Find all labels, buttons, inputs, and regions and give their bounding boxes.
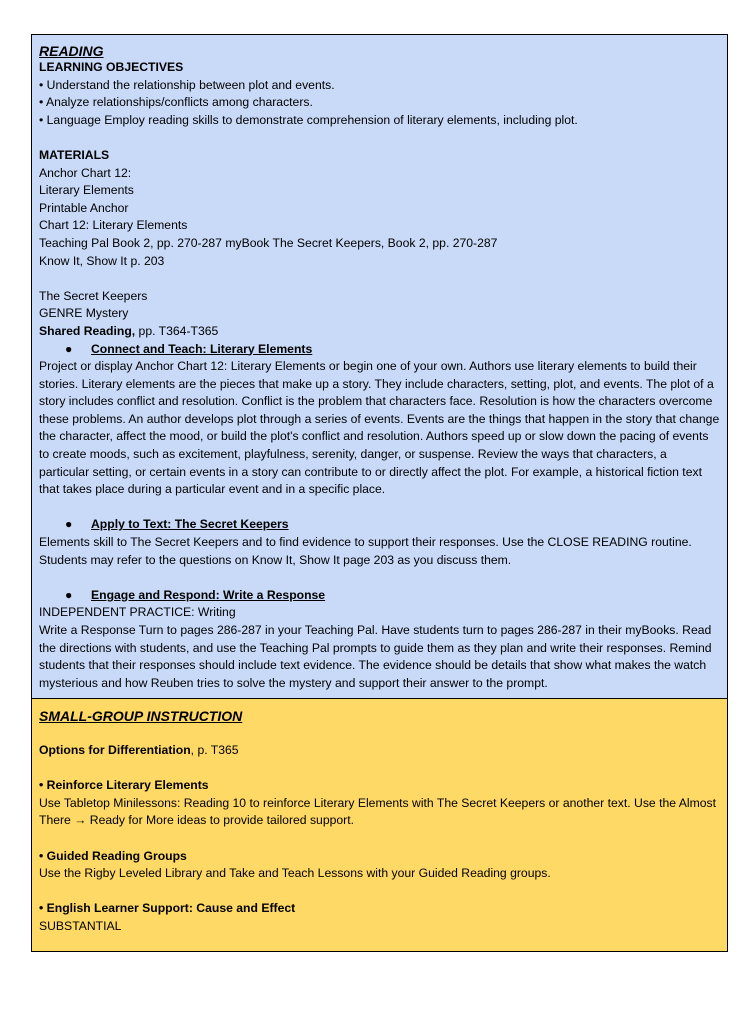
connect-text: Project or display Anchor Chart 12: Literary Elements or begin one of your own. Authors use literary elements to build their stories. Literary elements are the pieces that make up a story. They include characters, setting, plot, and events. The plot of a story includes conflict and resolution. Conflict is the problem that characters face. Resolution is how the characters overcome these problems. An author develops plot through a series of events. Events are the things that happen in the story that change the character, affect the mood, or build the plot's conflict and resolution. Authors speed up or slow down the pacing of events to create moods, such as excitement, playfulness, serenity, danger, or suspense. Review the ways that characters, a particular setting, or certain events in a story can contribute to or directly affect the plot. For example, a historical fiction text that takes place during a particular event and in a specific place. <box>39 359 720 497</box>
guided-heading: • Guided Reading Groups <box>39 848 187 863</box>
small-group-title: SMALL-GROUP INSTRUCTION <box>39 708 243 725</box>
reading-title: READING <box>39 43 104 59</box>
reinforce-heading: • Reinforce Literary Elements <box>39 778 209 793</box>
objective-item: • Language Employ reading skills to demonstrate comprehension of literary elements, including plot. <box>39 112 578 127</box>
apply-heading-row <box>65 516 720 534</box>
materials-item: Literary Elements <box>39 183 134 198</box>
materials-item: Teaching Pal Book 2, pp. 270-287 myBook The Secret Keepers, Book 2, pp. 270-287 <box>39 235 498 250</box>
shared-reading-line <box>39 323 720 341</box>
apply-heading: Apply to Text: The Secret Keepers <box>91 517 289 532</box>
connect-heading: Connect and Teach: Literary Elements <box>91 341 313 356</box>
apply-text: Elements skill to The Secret Keepers and to find evidence to support their responses. Use the CLOSE READING routine. Students may refer to the questions on Know It, Show It page 203 as you discuss them. <box>39 535 692 567</box>
lesson-plan-table <box>31 34 728 952</box>
engage-heading-row <box>65 587 720 605</box>
materials-item: Anchor Chart 12: <box>39 165 132 180</box>
engage-text: Write a Response Turn to pages 286-287 in your Teaching Pal. Have students turn to pages 286-287 in their myBooks. Read the directions with students, and use the Teaching Pal prompts to guide them as they plan and write their responses. Remind students that their responses should include text evidence. The evidence should be details that show what makes the watch mysterious and how Reuben tries to solve the mystery and support their answer to the prompt. <box>39 623 712 690</box>
connect-heading-row <box>65 341 720 359</box>
ell-text: SUBSTANTIAL <box>39 918 122 933</box>
bullet-icon: ● <box>65 587 73 602</box>
options-line <box>39 742 720 760</box>
ell-heading: • English Learner Support: Cause and Effect <box>39 901 296 916</box>
bullet-icon: ● <box>65 517 73 532</box>
materials-heading: MATERIALS <box>39 147 110 162</box>
engage-heading: Engage and Respond: Write a Response <box>91 587 326 602</box>
bullet-icon: ● <box>65 341 73 356</box>
shared-reading-pages: pp. T364-T365 <box>135 323 219 338</box>
materials-item: Know It, Show It p. 203 <box>39 253 165 268</box>
objective-item: • Analyze relationships/conflicts among characters. <box>39 95 313 110</box>
options-label: Options for Differentiation <box>39 742 191 757</box>
objectives-heading: LEARNING OBJECTIVES <box>39 60 184 74</box>
genre: GENRE Mystery <box>39 306 129 321</box>
materials-item: Chart 12: Literary Elements <box>39 218 188 233</box>
small-group-section <box>31 699 728 952</box>
options-pages: , p. T365 <box>190 742 239 757</box>
reading-section <box>31 34 728 699</box>
book-title: The Secret Keepers <box>39 288 148 303</box>
shared-reading-label: Shared Reading, <box>39 323 136 338</box>
materials-item: Printable Anchor <box>39 200 129 215</box>
independent-practice: INDEPENDENT PRACTICE: Writing <box>39 605 236 620</box>
reinforce-text: Use Tabletop Minilessons: Reading 10 to reinforce Literary Elements with The Secret Keepers or another text. Use the Almost There → Ready for More ideas to provide tailored support. <box>39 795 716 828</box>
guided-text: Use the Rigby Leveled Library and Take and Teach Lessons with your Guided Reading groups. <box>39 866 551 881</box>
objective-item: • Understand the relationship between plot and events. <box>39 77 335 92</box>
